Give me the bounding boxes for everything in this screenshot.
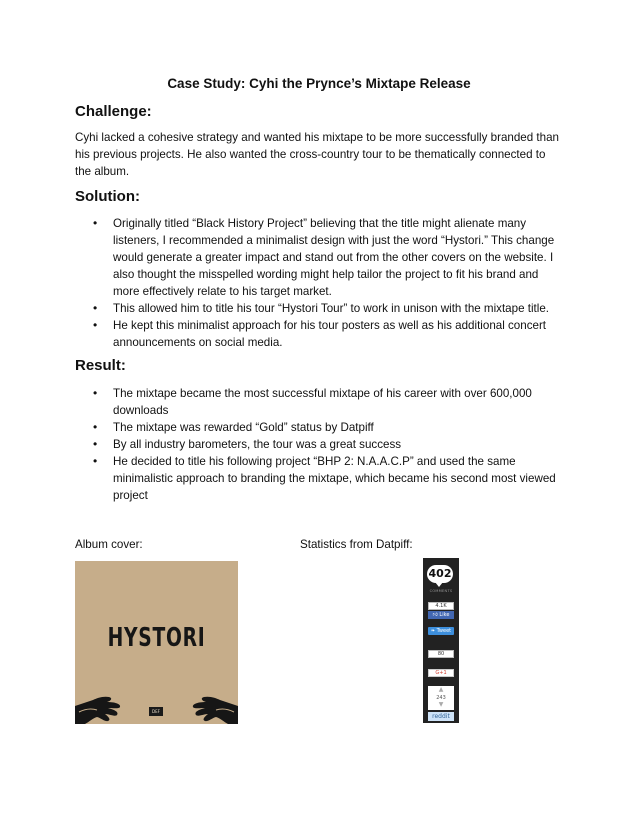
upvote-arrow-icon[interactable]: ▲ [438,686,444,693]
thumbs-up-icon: 👍︎ [432,612,438,618]
right-hand-graphic [188,684,238,724]
list-item [75,300,575,317]
left-hand-graphic [75,684,125,724]
downvote-arrow-icon[interactable]: ▼ [438,701,444,708]
google-plus-button[interactable]: G+1 [428,669,454,677]
list-item-line: • The mixtape became the most successful mixtape of his career with over 600,000 [113,387,532,400]
album-cover-label-badge: DEF [149,707,163,716]
list-item-line: more effectively relate to his target market. [113,285,332,298]
document-title: Case Study: Cyhi the Prynce’s Mixtape Release [167,76,471,91]
challenge-paragraph [75,129,565,180]
datpiff-share-widget [423,558,459,723]
list-item [75,215,575,300]
tweet-button[interactable] [428,627,454,635]
list-item-line: project [113,489,148,502]
comment-bubble-tail [435,582,443,587]
list-item [75,453,575,504]
comments-count-bubble[interactable]: 402 [427,565,453,583]
facebook-count: 4.1K [428,602,454,610]
list-item-line: announcements on social media. [113,336,283,349]
list-item-line: also thought the misspelled wording might help tailor the project to fit his brand and [113,268,539,281]
facebook-like-label: Like [439,612,450,618]
album-cover-title: HYSTORI [107,623,206,653]
list-item [75,436,575,453]
twitter-bird-icon: ❧ [430,628,436,634]
stats-caption: Statistics from Datpiff: [300,538,413,551]
list-item-line: • This allowed him to title his tour “Hystori Tour” to work in unison with the mixtape title. [113,302,550,315]
list-item-line: • He kept this minimalist approach for his tour posters as well as his additional concert [113,319,547,332]
album-cover-image [75,561,238,724]
list-item-line: would generate a greater impact and stand out from the other covers on the website. I [113,251,554,264]
list-item-line: • By all industry barometers, the tour was a great success [113,438,402,451]
list-item [75,317,575,351]
tweet-label: Tweet [436,628,452,634]
list-item-line: • The mixtape was rewarded “Gold” status by Datpiff [113,421,374,434]
reddit-count: 243 [436,695,446,701]
reddit-vote-box [428,686,454,710]
comments-label: COMMENTS [429,589,453,593]
list-item [75,419,575,436]
list-item [75,385,575,419]
google-plus-count: 80 [428,650,454,658]
reddit-button[interactable]: reddit [428,712,454,721]
challenge-heading: Challenge: [75,103,152,120]
result-heading: Result: [75,357,126,374]
solution-list [75,215,575,351]
list-item-line: • He decided to title his following project “BHP 2: N.A.A.C.P” and used the same [113,455,516,468]
list-item-line: listeners, I recommended a minimalist design with just the word “Hystori.” This change [113,234,555,247]
album-cover-caption: Album cover: [75,538,143,551]
list-item-line: downloads [113,404,169,417]
list-item-line: • Originally titled “Black History Project” believing that the title might alienate many [113,217,527,230]
challenge-line: his previous projects. He also wanted the cross-country tour to be thematically connected to [75,148,546,161]
challenge-line: the album. [75,165,130,178]
facebook-like-button[interactable] [428,611,454,619]
challenge-line: Cyhi lacked a cohesive strategy and wanted his mixtape to be more successfully branded than [75,131,559,144]
list-item-line: minimalistic approach to branding the mixtape, which became his second most viewed [113,472,556,485]
result-list [75,385,575,504]
solution-heading: Solution: [75,188,140,205]
